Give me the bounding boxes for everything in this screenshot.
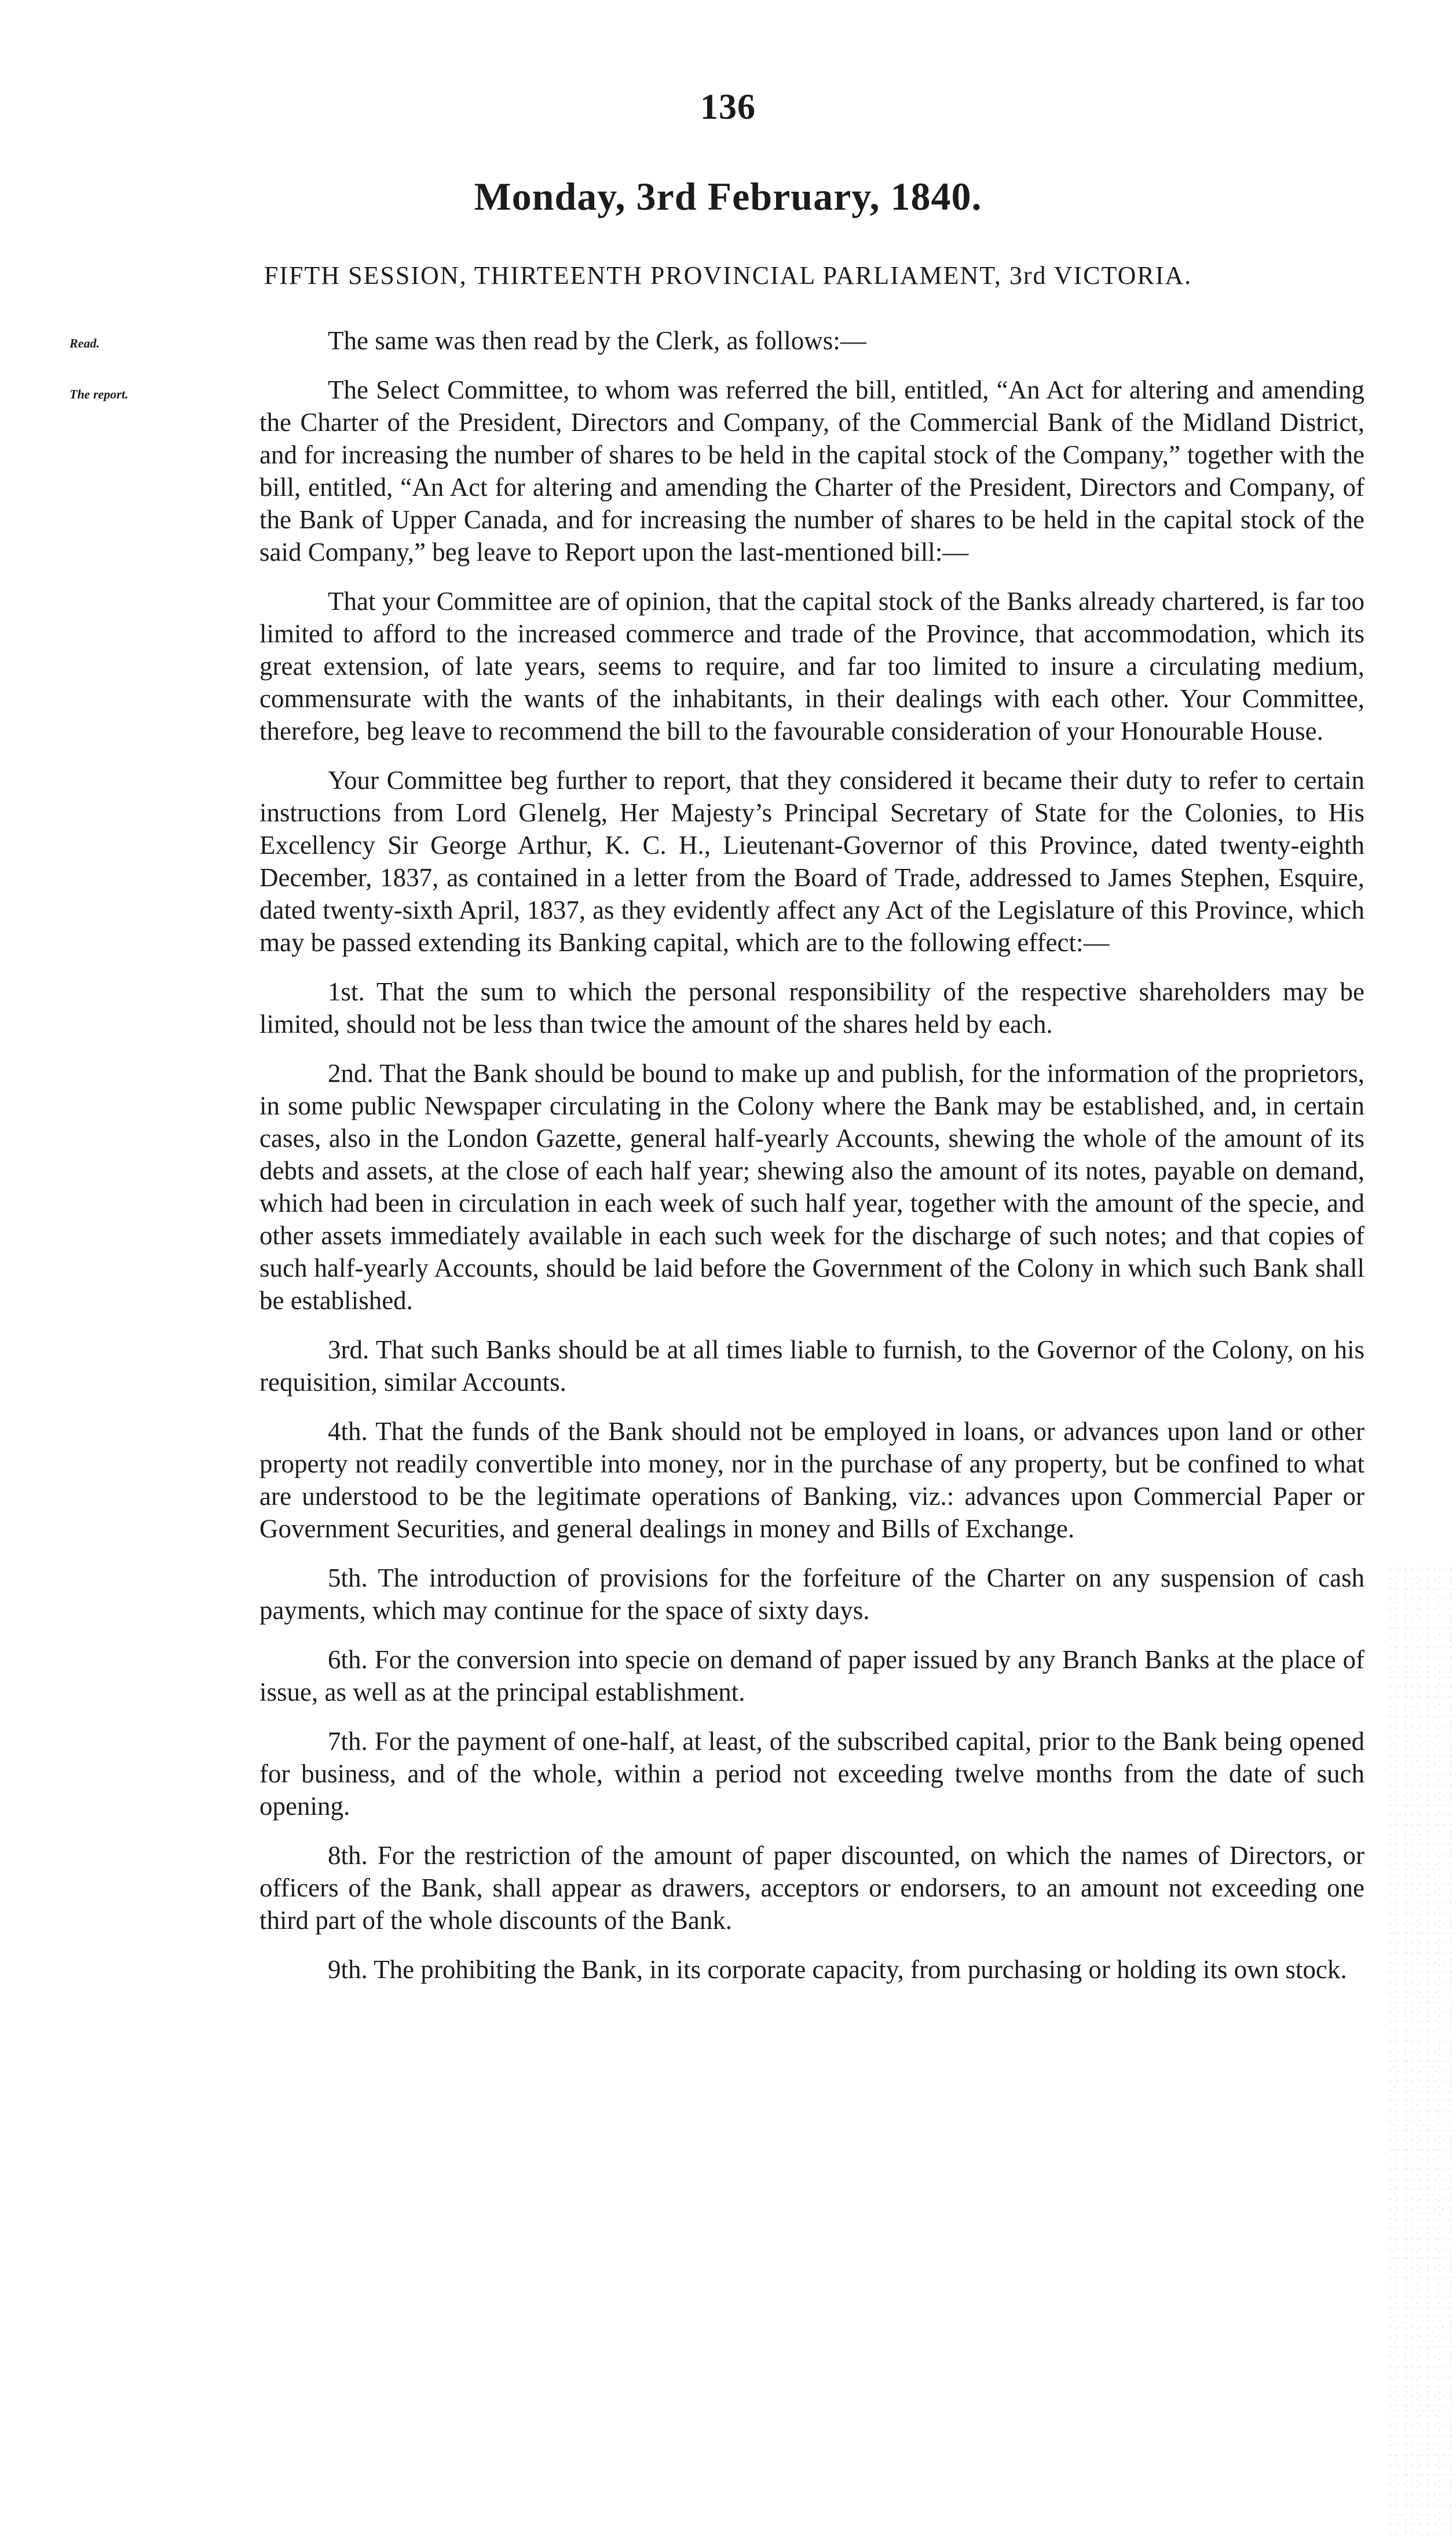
paragraph-read-by-clerk: The same was then read by the Clerk, as follows:— — [328, 326, 866, 355]
scan-edge-speckle — [1387, 1564, 1456, 2536]
margin-note-read: Read. — [69, 336, 100, 350]
paragraph-item-9th: 9th. The prohibiting the Bank, in its corporate capacity, from purchasing or holding its own stock. — [328, 1955, 1347, 1984]
page-number: 136 — [700, 87, 756, 127]
paragraph-item-8th: 8th. For the restriction of the amount of paper discounted, on which the names of Directors, or officers of the Bank, shall appear as drawers, acceptors or endorsers, to an amount not exceeding one third part of the whole discounts of the Bank. — [259, 1841, 1364, 1935]
paragraph-item-5th: 5th. The introduction of provisions for the forfeiture of the Charter on any suspension of cash payments, which may continue for the space of sixty days. — [259, 1563, 1364, 1625]
paragraph-item-6th: 6th. For the conversion into specie on demand of paper issued by any Branch Banks at the place of issue, as well as at the principal establishment. — [259, 1645, 1364, 1706]
paragraph-item-7th: 7th. For the payment of one-half, at least, of the subscribed capital, prior to the Bank being opened for business, and of the whole, within a period not exceeding twelve months from the date of such opening. — [259, 1727, 1364, 1821]
paragraph-item-3rd: 3rd. That such Banks should be at all times liable to furnish, to the Governor of the Colony, on his requisition, similar Accounts. — [259, 1335, 1364, 1397]
date-heading: Monday, 3rd February, 1840. — [474, 174, 982, 218]
margin-note-report: The report. — [69, 387, 129, 401]
paragraph-committee-opinion: That your Committee are of opinion, that the capital stock of the Banks already chartered, is far too limited to afford to the increased commerce and trade of the Province, that accommodation, which its great extension, of late years, seems to require, and far too limited to insure a circulating medium, commensurate with the wants of the inhabitants, in their dealings with each other. Your Committee, therefore, beg leave to recommend the bill to the favourable consideration of your Honourable House. — [259, 587, 1364, 746]
paragraph-select-committee: The Select Committee, to whom was referred the bill, entitled, “An Act for altering and amending the Charter of the President, Directors and Company, of the Commercial Bank of the Midland District, and for increasing the number of shares to be held in the capital stock of the Company,” together with the bill, entitled, “An Act for altering and amending the Charter of the President, Directors and Company, of the Bank of Upper Canada, and for increasing the number of shares to be held in the capital stock of the said Company,” beg leave to Report upon the last-mentioned bill:— — [259, 375, 1364, 567]
report-body — [259, 324, 1364, 2003]
paragraph-further-report: Your Committee beg further to report, that they considered it became their duty to refer to certain instructions from Lord Glenelg, Her Majesty’s Principal Secretary of State for the Colonies, to His Excellency Sir George Arthur, K. C. H., Lieutenant-Governor of this Province, dated twenty-eighth December, 1837, as contained in a letter from the Board of Trade, addressed to James Stephen, Esquire, dated twenty-sixth April, 1837, as they evidently affect any Act of the Legislature of this Province, which may be passed extending its Banking capital, which are to the following effect:— — [259, 766, 1364, 957]
paragraph-item-2nd: 2nd. That the Bank should be bound to make up and publish, for the information of the proprietors, in some public Newspaper circulating in the Colony where the Bank may be established, and, in certain cases, also in the London Gazette, general half-yearly Accounts, shewing the whole of the amount of its debts and assets, at the close of each half year; shewing also the amount of its notes, payable on demand, which had been in circulation in each week of such half year, together with the amount of the specie, and other assets immediately available in each such week for the discharge of such notes; and that copies of such half-yearly Accounts, should be laid before the Government of the Colony in which such Bank shall be established. — [259, 1059, 1364, 1315]
paragraph-item-1st: 1st. That the sum to which the personal responsibility of the respective shareholders may be limited, should not be less than twice the amount of the shares held by each. — [259, 977, 1364, 1039]
paragraph-item-4th: 4th. That the funds of the Bank should not be employed in loans, or advances upon land or other property not readily convertible into money, nor in the purchase of any property, but be confined to what are understood to be the legitimate operations of Banking, viz.: advances upon Commercial Paper or Government Securities, and general dealings in money and Bills of Exchange. — [259, 1417, 1364, 1543]
session-heading: FIFTH SESSION, THIRTEENTH PROVINCIAL PARLIAMENT, 3rd VICTORIA. — [264, 261, 1192, 290]
